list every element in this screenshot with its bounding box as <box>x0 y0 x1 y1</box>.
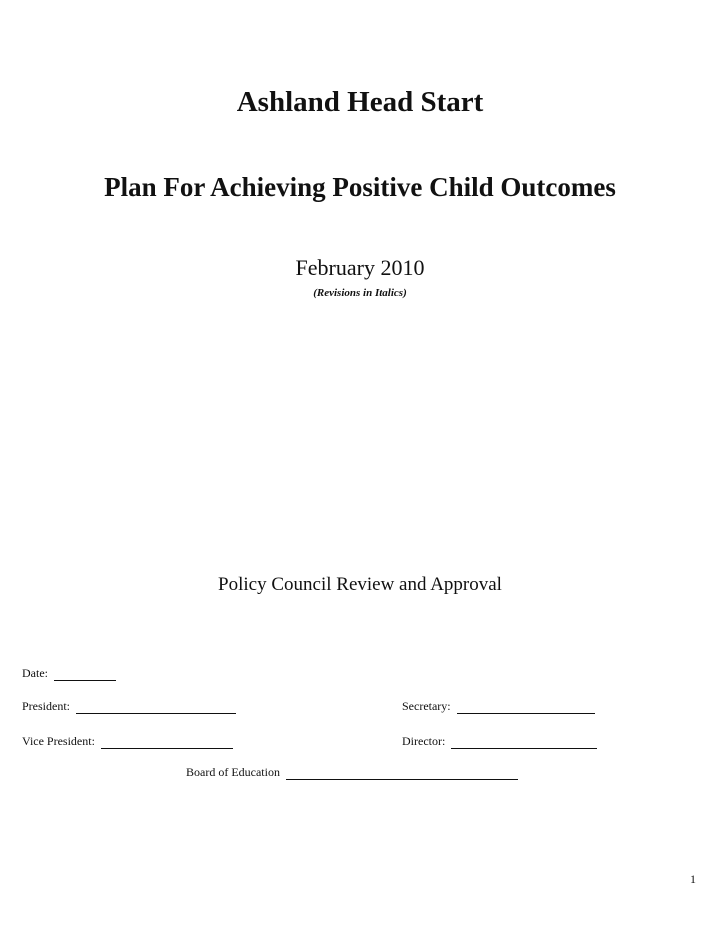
secretary-label: Secretary: <box>402 699 451 713</box>
board-of-education-signature-line <box>286 767 518 780</box>
page-number: 1 <box>690 872 696 886</box>
secretary-field <box>402 699 595 714</box>
date-label: Date: <box>22 666 48 680</box>
president-signature-line <box>76 701 236 714</box>
president-label: President: <box>22 699 70 713</box>
date-field <box>22 666 116 681</box>
board-of-education-field <box>186 765 518 780</box>
vice-president-signature-line <box>101 736 233 749</box>
board-of-education-label: Board of Education <box>186 765 280 779</box>
president-field <box>22 699 236 714</box>
plan-title: Plan For Achieving Positive Child Outcomes <box>104 172 616 202</box>
vice-president-field <box>22 734 233 749</box>
director-signature-line <box>451 736 597 749</box>
director-label: Director: <box>402 734 446 748</box>
vice-president-label: Vice President: <box>22 734 95 748</box>
director-field <box>402 734 597 749</box>
revisions-note: (Revisions in Italics) <box>313 287 407 299</box>
document-date: February 2010 <box>295 255 425 280</box>
organization-title: Ashland Head Start <box>236 86 484 118</box>
date-signature-line <box>54 668 116 681</box>
secretary-signature-line <box>457 701 595 714</box>
review-heading: Policy Council Review and Approval <box>218 574 502 595</box>
